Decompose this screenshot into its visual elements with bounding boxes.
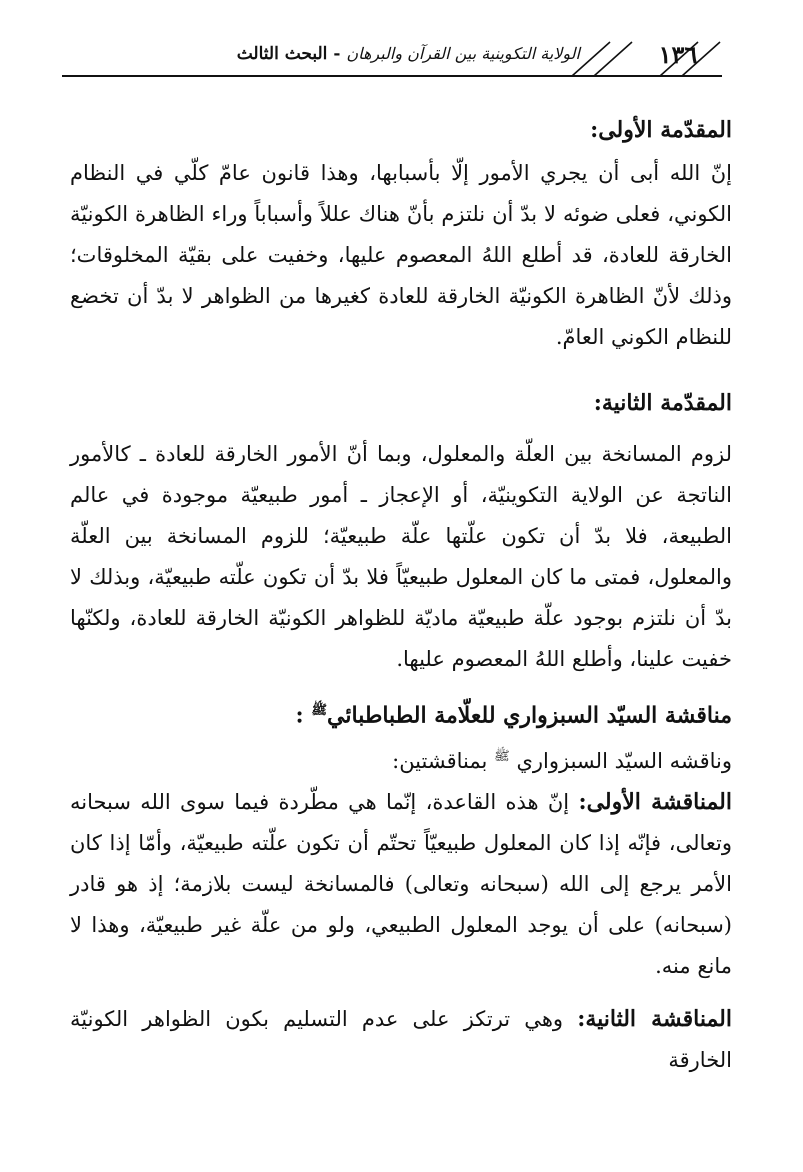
discussion-heading (70, 690, 732, 736)
first-discussion (70, 782, 732, 987)
discussion-intro-b: بمناقشتين: (392, 749, 488, 774)
section-name: البحث الثالث (236, 44, 328, 64)
discussion-intro-a: وناقشه السيّد السبزواري (516, 749, 732, 774)
header-separator: - (333, 44, 341, 64)
honorific-mark: ﷺ (494, 749, 510, 765)
discussion-intro (70, 736, 732, 782)
discussion-heading-text: مناقشة السيّد السبزواري للعلّامة الطباطبائي (327, 702, 732, 729)
honorific-mark: ﷺ (311, 703, 328, 718)
intro2-heading: المقدّمة الثانية: (593, 390, 732, 416)
second-discussion-text: وهي ترتكز على عدم التسليم بكون الظواهر الكونيّة الخارقة (70, 1007, 732, 1073)
first-discussion-text: إنّ هذه القاعدة، إنّما هي مطّردة فيما سوى الله سبحانه وتعالى، فإنّه إذا كان المعلول طبيعيّاً تحتّم أن تكون علّته طبيعيّة، وأمّا إذا كان الأمر يرجع إلى الله (سبحانه وتعالى) فالمسانخة ليست بلازمة؛ إذ هو قادر (سبحانه) على أن يوجد المعلول الطبيعي، ولو من علّة غير طبيعيّة، وهذا لا مانع منه. (70, 790, 732, 979)
intro1-heading: المقدّمة الأولى: (590, 117, 732, 143)
intro2-paragraph: لزوم المسانخة بين العلّة والمعلول، وبما أنّ الأمور الخارقة للعادة ـ كالأمور الناتجة عن الولاية التكوينيّة، أو الإعجاز ـ أمور طبيعيّة موجودة في عالم الطبيعة، فلا بدّ أن تكون علّتها علّة طبيعيّة؛ للزوم المسانخة بين العلّة والمعلول، فمتى ما كان المعلول طبيعيّاً فلا بدّ أن تكون علّته طبيعيّة، وبذلك لا بدّ أن نلتزم بوجود علّة طبيعيّة ماديّة للظواهر الكونيّة الخارقة للعادة، ولكنّها خفيت علينا، وأطلع اللهُ المعصوم عليها. (70, 442, 732, 671)
discussion-heading-colon: : (295, 702, 304, 729)
first-discussion-label: المناقشة الأولى: (578, 789, 732, 816)
running-header (62, 38, 722, 84)
second-discussion-label: المناقشة الثانية: (577, 1006, 732, 1033)
intro1-paragraph: إنّ الله أبى أن يجري الأمور إلّا بأسبابها، وهذا قانون عامّ كلّي في النظام الكوني، فعلى ضوئه لا بدّ أن نلتزم بأنّ هناك عللاً وأسباباً وراء الظاهرة الكونيّة الخارقة للعادة، قد أطلع اللهُ المعصوم عليها، وخفيت على بقيّة المخلوقات؛ وذلك لأنّ الظاهرة الكونيّة الخارقة للعادة كغيرها من الظواهر لا بدّ أن تخضع للنظام الكوني العامّ. (70, 161, 732, 349)
page-number: ١٣٦ (658, 40, 698, 69)
second-discussion (70, 999, 732, 1081)
header-title (200, 44, 580, 64)
page-body (70, 100, 732, 1081)
book-title: الولاية التكوينية بين القرآن والبرهان (346, 44, 580, 63)
